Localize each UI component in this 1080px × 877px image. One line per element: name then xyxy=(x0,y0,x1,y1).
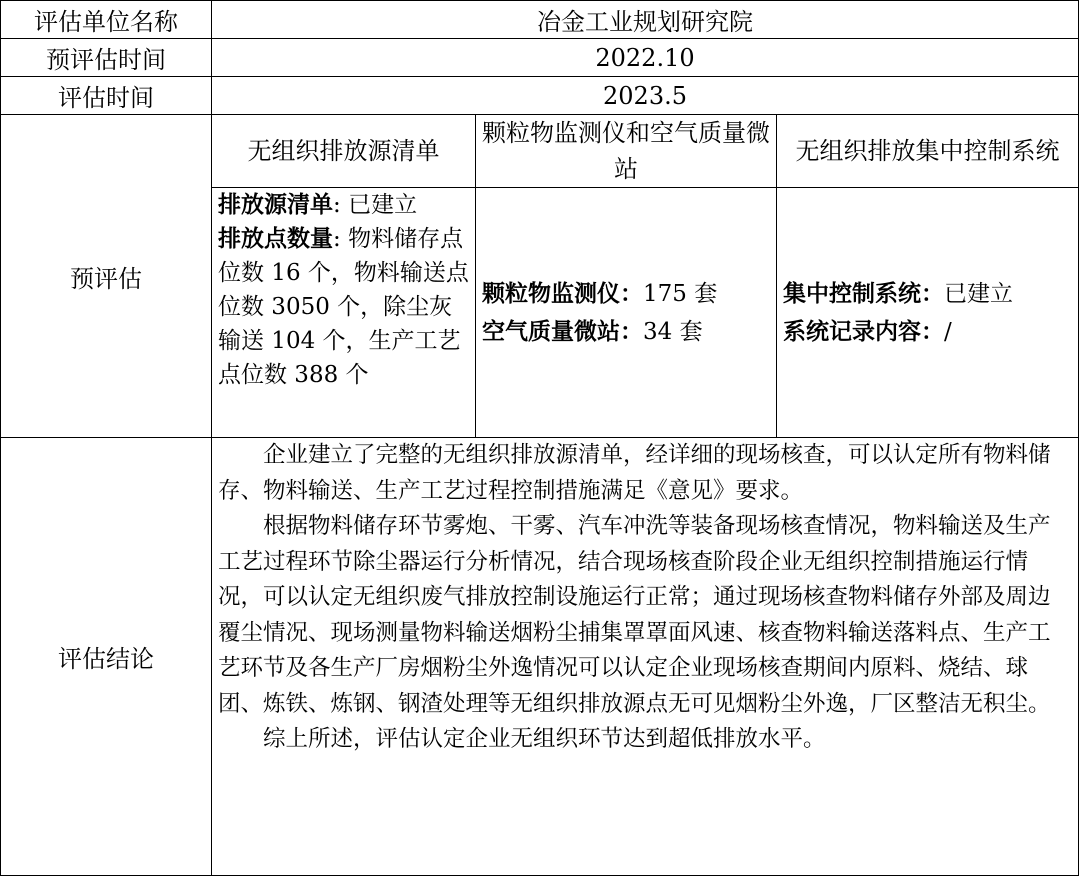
header-monitors: 颗粒物监测仪和空气质量微站 xyxy=(476,115,777,188)
conclusion-label: 评估结论 xyxy=(1,438,212,876)
kv-value: / xyxy=(944,318,952,345)
kv-sep: : xyxy=(333,192,349,218)
eval-time-label: 评估时间 xyxy=(1,77,212,115)
pre-time-value: 2022.10 xyxy=(212,39,1079,77)
source-list-cell xyxy=(212,188,476,438)
unit-value: 冶金工业规划研究院 xyxy=(212,1,1079,39)
kv-source-list xyxy=(218,188,469,222)
eval-time-value: 2023.5 xyxy=(212,77,1079,115)
kv-point-count xyxy=(218,222,469,392)
kv-central-control xyxy=(783,275,1072,313)
row-pre-time xyxy=(1,39,1079,77)
kv-record-content xyxy=(783,313,1072,351)
kv-key: 系统记录内容 xyxy=(783,318,921,345)
row-pre-eval-headers xyxy=(1,115,1079,188)
row-conclusion xyxy=(1,438,1079,876)
kv-sep: ： xyxy=(921,318,944,345)
unit-label: 评估单位名称 xyxy=(1,1,212,39)
kv-value: 物料储存点位数 16 个，物料输送点位数 3050 个，除尘灰输送 104 个，生产工艺点位数 388 个 xyxy=(218,226,469,388)
pre-eval-label: 预评估 xyxy=(1,115,212,438)
kv-sep: : xyxy=(333,226,349,252)
pre-time-label: 预评估时间 xyxy=(1,39,212,77)
kv-value: 已建立 xyxy=(944,280,1013,307)
conclusion-paragraph-2: 根据物料储存环节雾炮、干雾、汽车冲洗等装备现场核查情况，物料输送及生产工艺过程环节除尘器运行分析情况，结合现场核查阶段企业无组织控制措施运行情况，可以认定无组织废气排放控制设施运行正常；通过现场核查物料储存外部及周边覆尘情况、现场测量物料输送烟粉尘捕集罩罩面风速、核查物料输送落料点、生产工艺环节及各生产厂房烟粉尘外逸情况可以认定企业现场核查期间内原料、烧结、球团、炼铁、炼钢、钢渣处理等无组织排放源点无可见烟粉尘外逸，厂区整洁无积尘。 xyxy=(218,513,1051,717)
kv-key: 排放点数量 xyxy=(218,226,333,252)
row-unit xyxy=(1,1,1079,39)
kv-sep: ： xyxy=(620,318,643,345)
conclusion-paragraph-3: 综上所述，评估认定企业无组织环节达到超低排放水平。 xyxy=(263,726,826,752)
conclusion-paragraph-1: 企业建立了完整的无组织排放源清单，经详细的现场核查，可以认定所有物料储存、物料输送、生产工艺过程控制措施满足《意见》要求。 xyxy=(218,442,1051,504)
kv-value: 175 套 xyxy=(643,280,718,307)
header-source-list: 无组织排放源清单 xyxy=(212,115,476,188)
kv-key: 排放源清单 xyxy=(218,192,333,218)
kv-value: 34 套 xyxy=(643,318,703,345)
header-control-system: 无组织排放集中控制系统 xyxy=(777,115,1079,188)
kv-key: 空气质量微站 xyxy=(482,318,620,345)
kv-key: 颗粒物监测仪 xyxy=(482,280,620,307)
kv-value: 已建立 xyxy=(348,192,418,218)
kv-key: 集中控制系统 xyxy=(783,280,921,307)
control-system-cell xyxy=(777,188,1079,438)
kv-sep: ： xyxy=(921,280,944,307)
row-eval-time xyxy=(1,77,1079,115)
monitors-cell xyxy=(476,188,777,438)
kv-air-station xyxy=(482,313,770,351)
kv-particle-monitor xyxy=(482,275,770,313)
conclusion-text xyxy=(212,438,1079,876)
kv-sep: ： xyxy=(620,280,643,307)
